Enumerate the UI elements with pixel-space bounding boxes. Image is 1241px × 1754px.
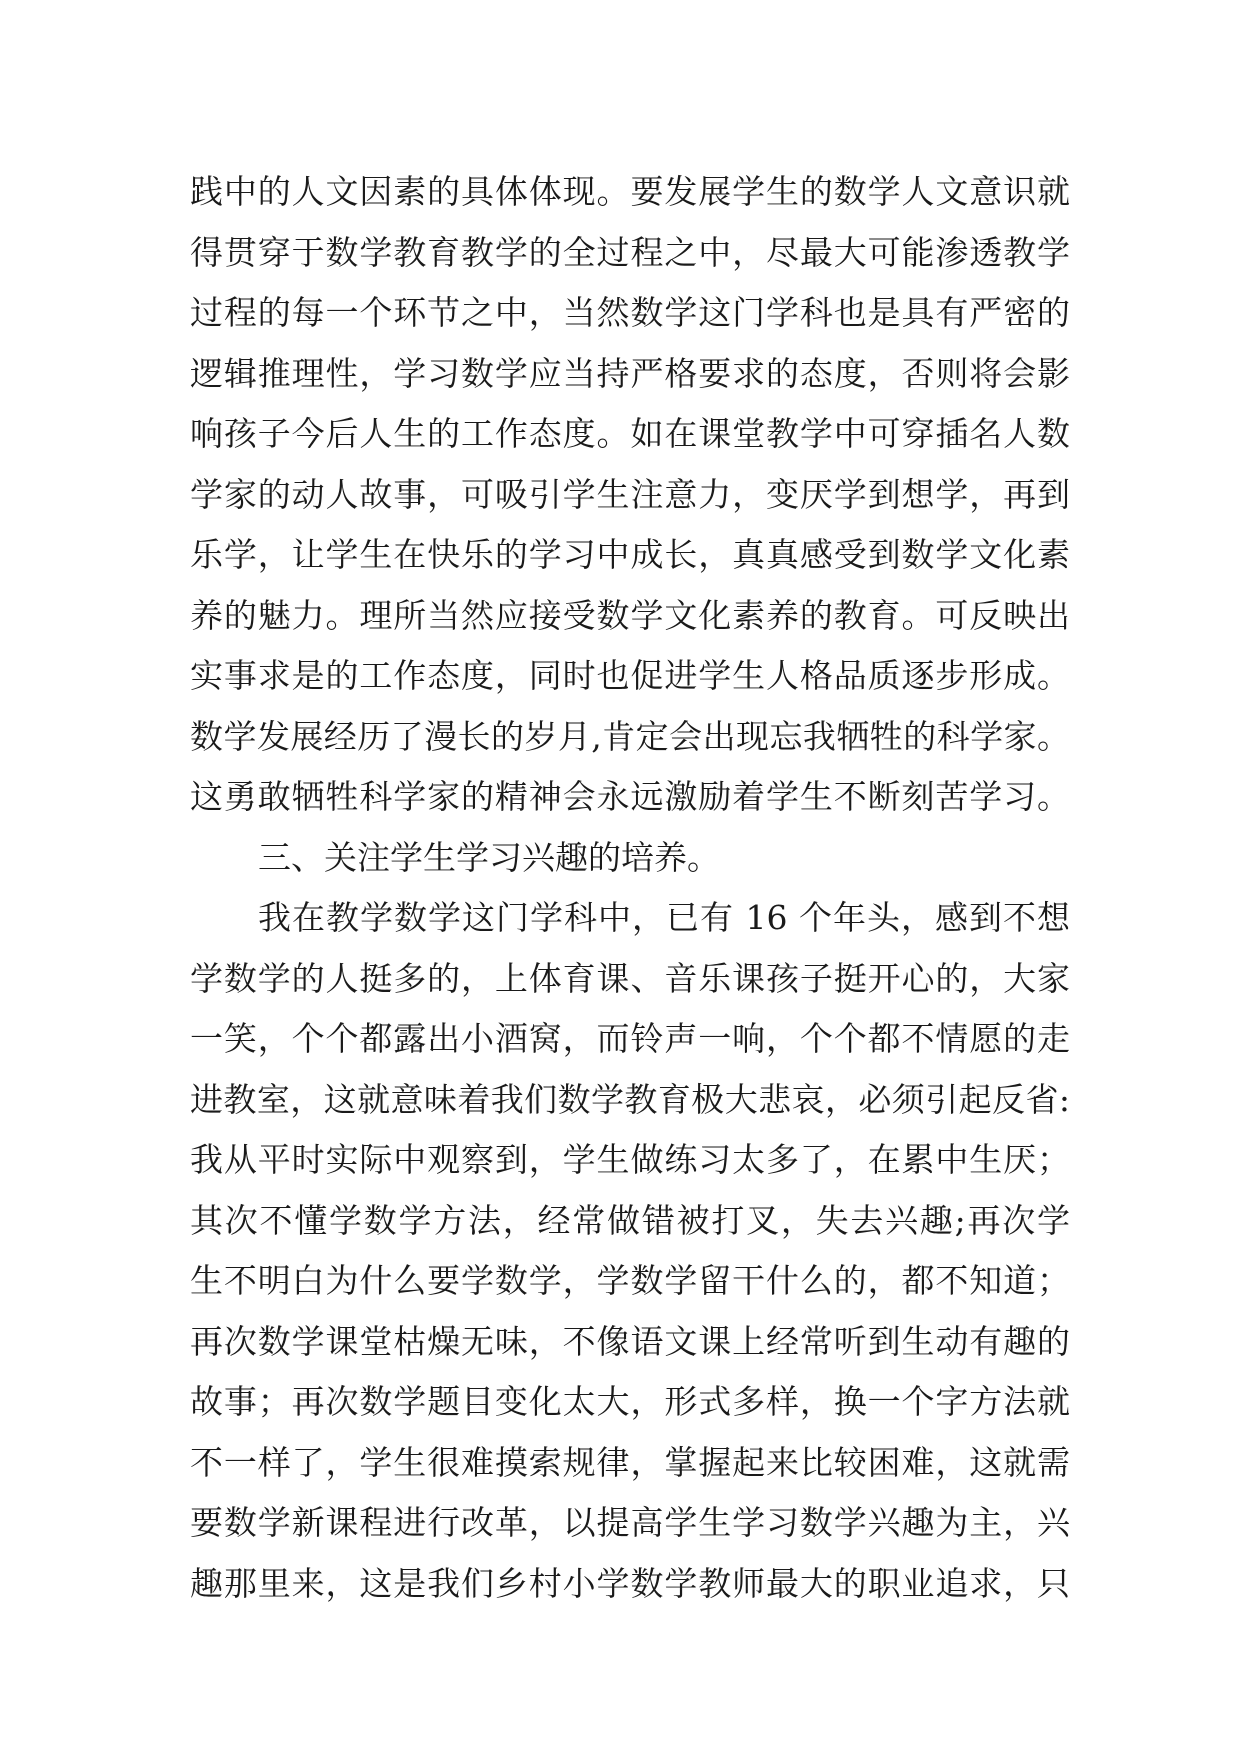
text-line: 进教室，这就意味着我们数学教育极大悲哀，必须引起反省: — [190, 1079, 1070, 1119]
text-line: 得贯穿于数学教育教学的全过程之中，尽最大可能渗透教学 — [190, 232, 1070, 272]
text-line: 再次数学课堂枯燥无味，不像语文课上经常听到生动有趣的 — [190, 1321, 1070, 1361]
text-line: 响孩子今后人生的工作态度。如在课堂教学中可穿插名人数 — [190, 414, 1070, 453]
text-line: 其次不懂学数学方法，经常做错被打叉，失去兴趣;再次学 — [190, 1200, 1070, 1240]
body-text — [190, 162, 1070, 1614]
text-line: 践中的人文因素的具体体现。要发展学生的数学人文意识就 — [190, 172, 1070, 211]
text-line: 养的魅力。理所当然应接受数学文化素养的教育。可反映出 — [190, 595, 1070, 635]
text-line: 趣那里来，这是我们乡村小学数学教师最大的职业追求，只 — [190, 1563, 1070, 1603]
text-line: 学数学的人挺多的，上体育课、音乐课孩子挺开心的，大家 — [190, 958, 1070, 998]
text-line: 要数学新课程进行改革，以提高学生学习数学兴趣为主，兴 — [190, 1503, 1070, 1542]
text-line: 逻辑推理性，学习数学应当持严格要求的态度，否则将会影 — [190, 353, 1070, 393]
text-line: 故事；再次数学题目变化太大，形式多样，换一个字方法就 — [190, 1382, 1070, 1421]
text-line: 学家的动人故事，可吸引学生注意力，变厌学到想学，再到 — [190, 474, 1070, 514]
text-line: 不一样了，学生很难摸索规律，掌握起来比较困难，这就需 — [190, 1442, 1070, 1482]
paragraph-first-line: 我在教学数学这门学科中，已有 16 个年头，感到不想 — [258, 898, 1070, 937]
text-line: 过程的每一个环节之中，当然数学这门学科也是具有严密的 — [190, 293, 1070, 332]
text-line: 生不明白为什么要学数学，学数学留干什么的，都不知道； — [190, 1261, 1070, 1300]
text-line: 我从平时实际中观察到，学生做练习太多了，在累中生厌； — [190, 1140, 1070, 1179]
text-line: 数学发展经历了漫长的岁月,肯定会出现忘我牺牲的科学家。 — [190, 716, 1070, 756]
text-line: 实事求是的工作态度，同时也促进学生人格品质逐步形成。 — [190, 656, 1070, 695]
text-line: 一笑，个个都露出小酒窝，而铃声一响，个个都不情愿的走 — [190, 1019, 1070, 1058]
paragraph-first-line: 三、关注学生学习兴趣的培养。 — [258, 837, 720, 877]
text-line: 这勇敢牺牲科学家的精神会永远激励着学生不断刻苦学习。 — [190, 777, 1070, 816]
text-line: 乐学，让学生在快乐的学习中成长，真真感受到数学文化素 — [190, 535, 1070, 574]
